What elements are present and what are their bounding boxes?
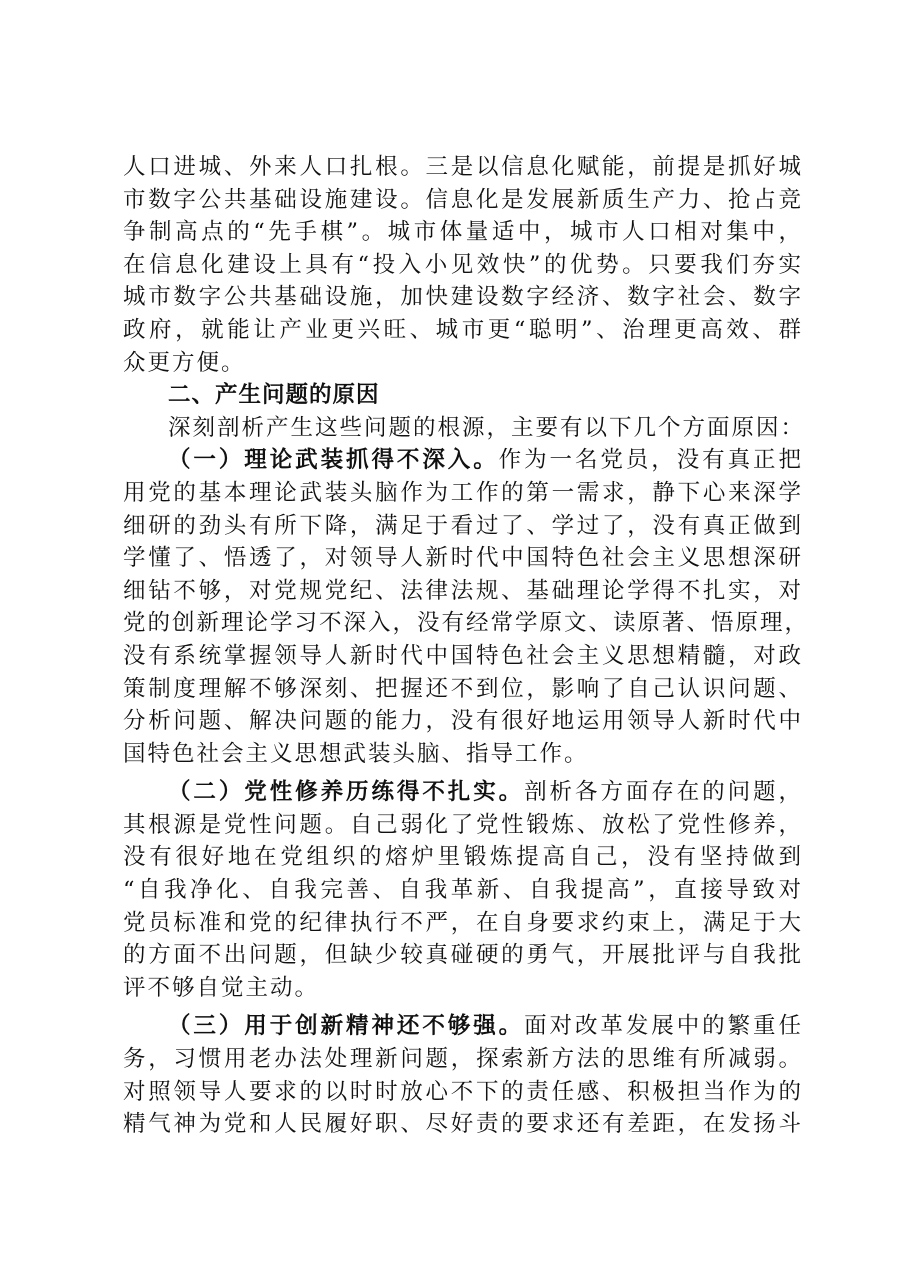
text-line: 党的创新理论学习不深入，没有经常学原文、读原著、悟原理， [123, 610, 810, 637]
text-line: 细钻不够，对党规党纪、法律法规、基础理论学得不扎实，对 [123, 577, 803, 604]
text-line: 国特色社会主义思想武装头脑、指导工作。 [123, 740, 589, 767]
text-line: 城市数字公共基础设施，加快建设数字经济、数字社会、数字 [123, 284, 803, 311]
text-line: 没有系统掌握领导人新时代中国特色社会主义思想精髓，对政 [123, 642, 803, 669]
text-fragment: 剖析各方面存在的问题， [524, 779, 803, 806]
text-line: 策制度理解不够深刻、把握还不到位，影响了自己认识问题、 [123, 675, 803, 702]
subsection-title: （三）用于创新精神还不够强。 [168, 1013, 525, 1040]
text-line: 在信息化建设上具有“投入小见效快”的优势。只要我们夯实 [123, 251, 803, 278]
text-line: 用党的基本理论武装头脑作为工作的第一需求，静下心来深学 [123, 479, 803, 506]
text-line: 精气神为党和人民履好职、尽好责的要求还有差距，在发扬斗 [123, 1111, 803, 1138]
text-line: 分析问题、解决问题的能力，没有很好地运用领导人新时代中 [123, 708, 803, 735]
subsection-party-spirit [123, 776, 803, 1004]
text-line: 没有很好地在党组织的熔炉里锻炼提高自己，没有坚持做到 [123, 844, 803, 871]
text-line [123, 444, 803, 477]
text-line: “自我净化、自我完善、自我革新、自我提高”，直接导致对 [123, 877, 803, 904]
text-line: 学懂了、悟透了，对领导人新时代中国特色社会主义思想深研 [123, 545, 803, 572]
text-line [123, 1010, 803, 1043]
text-line: 其根源是党性问题。自己弱化了党性锻炼、放松了党性修养， [123, 811, 803, 838]
section-heading: 二、产生问题的原因 [168, 382, 380, 409]
text-line: 的方面不出问题，但缺少较真碰硬的勇气，开展批评与自我批 [123, 942, 803, 969]
intro-paragraph: 深刻剖析产生这些问题的根源，主要有以下几个方面原因： [168, 414, 806, 441]
text-fragment: 面对改革发展中的繁重任 [524, 1013, 803, 1040]
text-line: 细研的劲头有所下降，满足于看过了、学过了，没有真正做到 [123, 512, 803, 539]
text-line: 人口进城、外来人口扎根。三是以信息化赋能，前提是抓好城 [123, 154, 803, 180]
text-fragment: 作为一名党员，没有真正把 [498, 447, 803, 474]
text-line: 争制高点的“先手棋”。城市体量适中，城市人口相对集中， [123, 219, 803, 246]
text-line: 对照领导人要求的以时时放心不下的责任感、积极担当作为的 [123, 1078, 803, 1105]
text-line: 市数字公共基础设施建设。信息化是发展新质生产力、抢占竞 [123, 186, 803, 213]
text-line: 政府，就能让产业更兴旺、城市更“聪明”、治理更高效、群 [123, 316, 803, 343]
text-line: 众更方便。 [123, 349, 246, 376]
subsection-theory [123, 444, 810, 770]
paragraph-continuation [123, 151, 803, 379]
text-line: 务，习惯用老办法处理新问题，探索新方法的思维有所减弱。 [123, 1046, 803, 1073]
subsection-title: （二）党性修养历练得不扎实。 [168, 779, 525, 806]
text-line: 党员标准和党的纪律执行不严，在自身要求约束上，满足于大 [123, 909, 803, 936]
subsection-title: （一）理论武装抓得不深入。 [168, 447, 499, 474]
text-line [123, 776, 803, 809]
document-page [123, 151, 810, 1141]
text-line: 评不够自觉主动。 [123, 974, 320, 1001]
subsection-innovation [123, 1010, 803, 1140]
